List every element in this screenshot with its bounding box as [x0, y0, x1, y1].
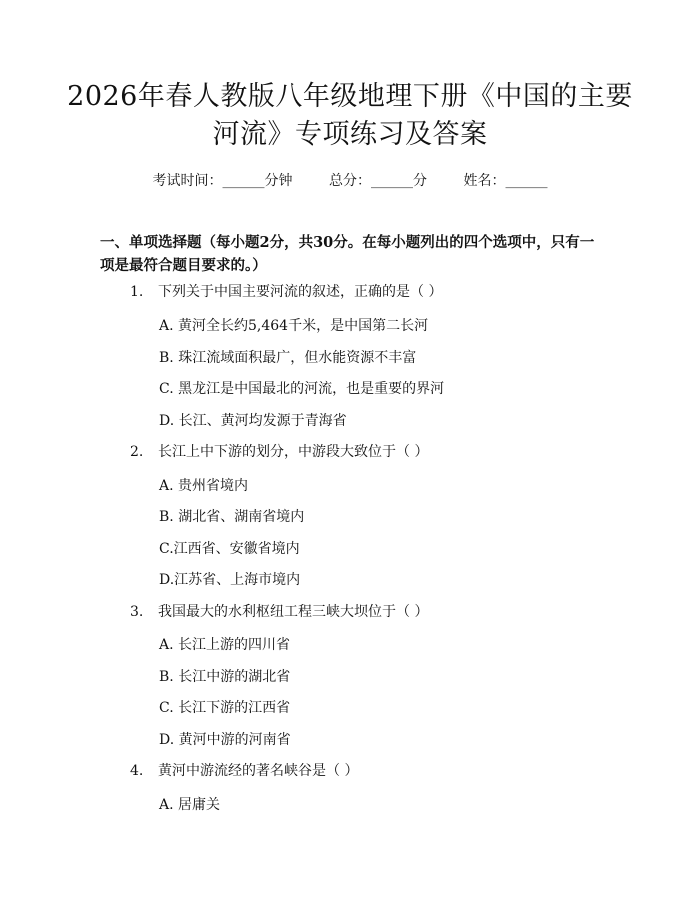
document-title: 2026年春人教版八年级地理下册《中国的主要河流》专项练习及答案	[67, 81, 633, 150]
q1-option-c: C. 黑龙江是中国最北的河流，也是重要的界河	[159, 381, 445, 397]
q3-option-d: D. 黄河中游的河南省	[159, 732, 291, 748]
section-heading-single-choice: 一、单项选择题（每小题2分，共30分。在每小题列出的四个选项中，只有一项是最符合题目要求的。）	[100, 234, 595, 274]
question-number: 1.	[130, 284, 144, 300]
q1-option-b: B. 珠江流域面积最广，但水能资源不丰富	[159, 350, 417, 366]
question-number: 2.	[130, 444, 144, 460]
exam-time-field: 考试时间：______分钟	[152, 173, 293, 189]
student-name-field: 姓名：______	[463, 173, 548, 189]
q3-option-b: B. 长江中游的湖北省	[159, 669, 291, 685]
question-4	[130, 760, 358, 780]
question-text: 长江上中下游的划分，中游段大致位于（ ）	[158, 444, 429, 460]
q2-option-a: A. 贵州省境内	[159, 478, 249, 494]
q2-option-d: D.江苏省、上海市境内	[159, 572, 301, 588]
q3-option-c: C. 长江下游的江西省	[159, 700, 291, 716]
question-1	[130, 281, 442, 301]
question-number: 3.	[130, 604, 144, 620]
q4-option-a: A. 居庸关	[159, 797, 221, 813]
question-3	[130, 601, 428, 621]
exam-info-line	[0, 170, 700, 190]
question-number: 4.	[130, 763, 144, 779]
q2-option-b: B. 湖北省、湖南省境内	[159, 509, 305, 525]
q1-option-a: A. 黄河全长约5,464千米，是中国第二长河	[159, 318, 429, 334]
question-text: 我国最大的水利枢纽工程三峡大坝位于（ ）	[158, 604, 429, 620]
question-text: 下列关于中国主要河流的叙述，正确的是（ ）	[158, 284, 443, 300]
question-2	[130, 441, 428, 461]
total-score-field: 总分：______分	[329, 173, 427, 189]
q1-option-d: D. 长江、黄河均发源于青海省	[159, 413, 347, 429]
question-text: 黄河中游流经的著名峡谷是（ ）	[158, 763, 359, 779]
q2-option-c: C.江西省、安徽省境内	[159, 541, 300, 557]
q3-option-a: A. 长江上游的四川省	[159, 637, 291, 653]
